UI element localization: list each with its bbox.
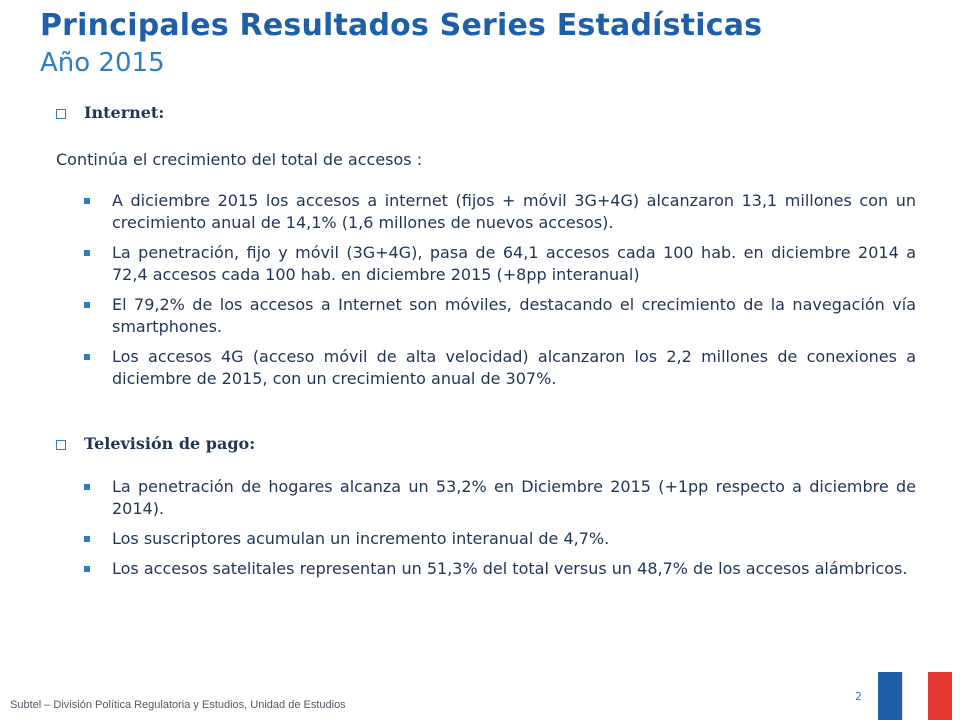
flag-red-stripe bbox=[928, 672, 952, 720]
square-bullet-icon bbox=[84, 302, 90, 308]
square-bullet-icon bbox=[84, 536, 90, 542]
list-item: La penetración de hogares alcanza un 53,2% en Diciembre 2015 (+1pp respecto a diciembre de 2014). bbox=[84, 476, 916, 520]
flag-white-stripe bbox=[902, 672, 929, 720]
page-number: 2 bbox=[855, 690, 862, 703]
list-item: A diciembre 2015 los accesos a internet (fijos + móvil 3G+4G) alcanzaron 13,1 millones con un crecimiento anual de 14,1% (1,6 millones de nuevos accesos). bbox=[84, 190, 916, 234]
page-title: Principales Resultados Series Estadísticas bbox=[40, 8, 763, 43]
page-subtitle: Año 2015 bbox=[40, 48, 165, 78]
section-heading-label: Internet: bbox=[84, 103, 165, 122]
section-heading-tv bbox=[56, 434, 255, 453]
checkbox-bullet-icon bbox=[56, 440, 66, 450]
internet-bullet-list bbox=[84, 190, 916, 398]
square-bullet-icon bbox=[84, 566, 90, 572]
tv-bullet-list bbox=[84, 476, 916, 588]
flag-blue-stripe bbox=[878, 672, 902, 720]
list-item: Los accesos satelitales representan un 51,3% del total versus un 48,7% de los accesos alámbricos. bbox=[84, 558, 916, 580]
square-bullet-icon bbox=[84, 354, 90, 360]
checkbox-bullet-icon bbox=[56, 109, 66, 119]
square-bullet-icon bbox=[84, 484, 90, 490]
square-bullet-icon bbox=[84, 250, 90, 256]
intro-text: Continúa el crecimiento del total de accesos : bbox=[56, 150, 423, 169]
section-heading-internet bbox=[56, 103, 164, 122]
footer-text: Subtel – División Política Regulatoria y Estudios, Unidad de Estudios bbox=[10, 699, 346, 711]
list-item: La penetración, fijo y móvil (3G+4G), pasa de 64,1 accesos cada 100 hab. en diciembre 2014 a 72,4 accesos cada 100 hab. en diciembre 2015 (+8pp interanual) bbox=[84, 242, 916, 286]
section-heading-label: Televisión de pago: bbox=[84, 434, 256, 453]
list-item: El 79,2% de los accesos a Internet son móviles, destacando el crecimiento de la navegación vía smartphones. bbox=[84, 294, 916, 338]
list-item: Los accesos 4G (acceso móvil de alta velocidad) alcanzaron los 2,2 millones de conexiones a diciembre de 2015, con un crecimiento anual de 307%. bbox=[84, 346, 916, 390]
list-item: Los suscriptores acumulan un incremento interanual de 4,7%. bbox=[84, 528, 916, 550]
chile-flag-logo bbox=[878, 672, 952, 720]
square-bullet-icon bbox=[84, 198, 90, 204]
